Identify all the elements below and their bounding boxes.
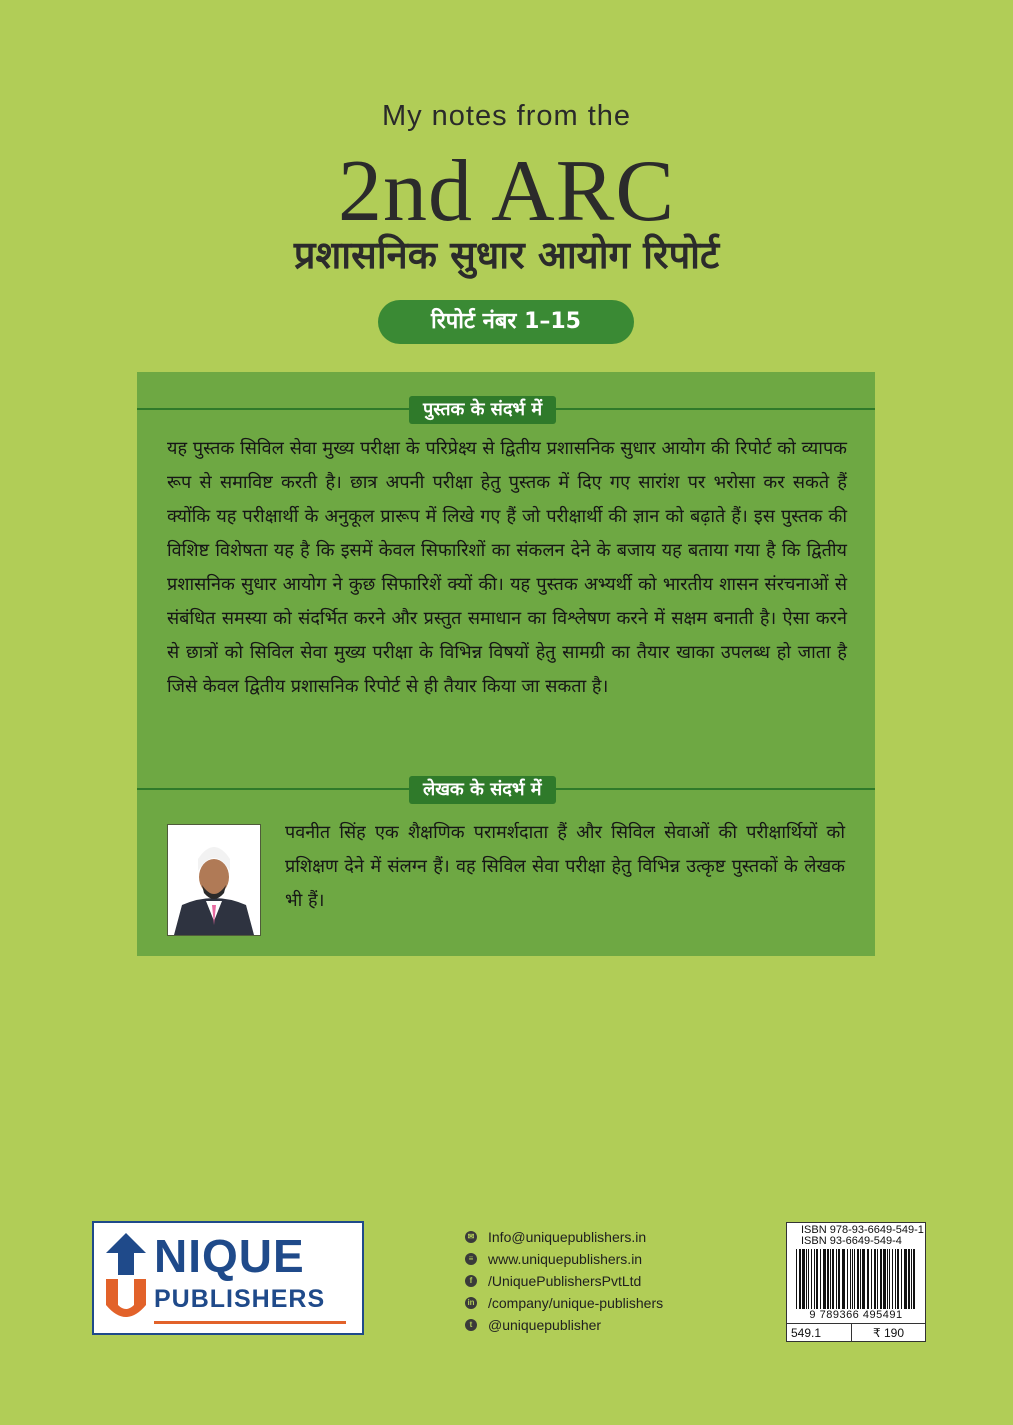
contact-website-text: www.uniquepublishers.in xyxy=(488,1251,643,1267)
cover-title: 2nd ARC xyxy=(337,143,676,240)
barcode-stripe xyxy=(836,1249,837,1309)
barcode-stripe xyxy=(852,1249,853,1309)
barcode-stripe xyxy=(823,1249,826,1309)
web-icon: ≡ xyxy=(465,1253,477,1265)
barcode-stripe xyxy=(892,1249,893,1309)
barcode-digits: 9 789366 495491 xyxy=(809,1309,903,1321)
barcode-stripe xyxy=(860,1249,861,1309)
contact-linkedin-text: /company/unique-publishers xyxy=(488,1295,664,1311)
report-number-badge: रिपोर्ट नंबर 1–15 xyxy=(378,300,634,344)
barcode-stripe xyxy=(847,1249,848,1309)
book-price: ₹ 190 xyxy=(873,1326,904,1340)
barcode-stripe xyxy=(913,1249,915,1309)
barcode-stripe xyxy=(854,1249,855,1309)
barcode-stripe xyxy=(895,1249,896,1309)
barcode-stripe xyxy=(796,1249,797,1309)
logo-word-publishers: PUBLISHERS xyxy=(154,1285,326,1313)
cover-subtitle: My notes from the xyxy=(381,100,632,132)
barcode-stripe xyxy=(857,1249,859,1309)
barcode-stripe xyxy=(889,1249,890,1309)
logo-u-mark xyxy=(104,1231,148,1321)
about-author-heading: लेखक के संदर्भ में xyxy=(409,776,556,804)
about-author-header xyxy=(137,752,875,800)
barcode-footer xyxy=(787,1323,925,1342)
barcode-divider xyxy=(851,1324,852,1342)
barcode-stripe xyxy=(842,1249,845,1309)
barcode-stripe xyxy=(802,1249,805,1309)
barcode-stripe xyxy=(820,1249,821,1309)
barcode-stripe xyxy=(880,1249,882,1309)
contact-email[interactable] xyxy=(465,1226,745,1248)
contact-website[interactable] xyxy=(465,1248,745,1270)
barcode-stripe xyxy=(814,1249,815,1309)
about-book-heading: पुस्तक के संदर्भ में xyxy=(409,396,556,424)
about-book-text: यह पुस्तक सिविल सेवा मुख्य परीक्षा के परिप्रेक्ष्य से द्वितीय प्रशासनिक सुधार आयोग की रिपोर्ट को व्यापक रूप से समाविष्ट करती है। छात्र अपनी परीक्षा हेतु पुस्तक में दिए गए सारांश पर भरोसा कर सकते हैं क्योंकि यह परीक्षार्थी के अनुकूल प्रारूप में लिखे गए हैं जो परीक्षार्थी की ज्ञान को बढ़ाते हैं। इस पुस्तक की विशिष्ट विशेषता यह है कि इसमें केवल सिफारिशों का संकलन देने के बजाय यह बताया गया है कि द्वितीय प्रशासनिक सुधार आयोग ने कुछ सिफारिशें क्यों की। यह पुस्तक अभ्यर्थी को भारतीय शासन संरचनाओं से संबंधित समस्या को संदर्भित करने और प्रस्तुत समाधान का विश्लेषण करने में सक्षम बनाती है। ऐसा करने से छात्रों को सिविल सेवा मुख्य परीक्षा के विभिन्न विषयों हेतु सामग्री का तैयार खाका उपलब्ध हो जाता है जिसे केवल द्वितीय प्रशासनिक रिपोर्ट से ही तैयार किया जा सकता है। xyxy=(167,438,847,697)
isbn-13: ISBN 978-93-6649-549-1 xyxy=(801,1224,924,1236)
cover-hindi-title: प्रशासनिक सुधार आयोग रिपोर्ट xyxy=(293,233,720,277)
about-book-header xyxy=(137,372,875,420)
isbn-10: ISBN 93-6649-549-4 xyxy=(801,1235,902,1247)
barcode-stripe xyxy=(904,1249,907,1309)
barcode-stripe xyxy=(901,1249,902,1309)
barcode-stripe xyxy=(897,1249,899,1309)
contact-twitter[interactable] xyxy=(465,1314,745,1336)
logo-underline xyxy=(154,1321,346,1324)
barcode-stripe xyxy=(908,1249,910,1309)
barcode-stripe xyxy=(816,1249,818,1309)
facebook-icon: f xyxy=(465,1275,477,1287)
author-photo xyxy=(167,824,261,936)
barcode-stripe xyxy=(808,1249,809,1309)
contact-email-text: Info@uniquepublishers.in xyxy=(488,1229,647,1245)
contact-facebook[interactable] xyxy=(465,1270,745,1292)
about-author-text: पवनीत सिंह एक शैक्षणिक परामर्शदाता हैं और सिविल सेवाओं की परीक्षार्थियों को प्रशिक्षण देने में संलग्न हैं। वह सिविल सेवा परीक्षा हेतु विभिन्न उत्कृष्ट पुस्तकों के लेखक भी हैं। xyxy=(285,822,845,911)
barcode-stripe xyxy=(799,1249,801,1309)
linkedin-icon: in xyxy=(465,1297,477,1309)
barcode-stripe xyxy=(871,1249,872,1309)
barcode-stripe xyxy=(877,1249,878,1309)
barcode-stripe xyxy=(862,1249,865,1309)
barcode-stripe xyxy=(838,1249,840,1309)
barcode-stripe xyxy=(850,1249,851,1309)
barcode-stripe xyxy=(811,1249,812,1309)
contact-facebook-text: /UniquePublishersPvtLtd xyxy=(488,1273,642,1289)
book-code: 549.1 xyxy=(791,1326,822,1340)
contact-linkedin[interactable] xyxy=(465,1292,745,1314)
barcode-stripe xyxy=(883,1249,886,1309)
description-panel xyxy=(137,372,875,956)
publisher-logo xyxy=(92,1221,364,1335)
barcode-stripe xyxy=(867,1249,869,1309)
barcode-stripe xyxy=(874,1249,876,1309)
barcode-stripe xyxy=(911,1249,912,1309)
barcode-stripe xyxy=(806,1249,807,1309)
email-icon: ✉ xyxy=(465,1231,477,1243)
barcode-stripe xyxy=(832,1249,834,1309)
contact-list xyxy=(465,1226,745,1336)
barcode-block xyxy=(786,1222,926,1342)
barcode-stripe xyxy=(887,1249,888,1309)
barcode-stripe xyxy=(830,1249,831,1309)
barcode-bars xyxy=(795,1249,917,1309)
barcode-stripe xyxy=(827,1249,829,1309)
twitter-icon: t xyxy=(465,1319,477,1331)
contact-twitter-text: @uniquepublisher xyxy=(488,1317,602,1333)
logo-word-unique: NIQUE xyxy=(154,1230,305,1282)
